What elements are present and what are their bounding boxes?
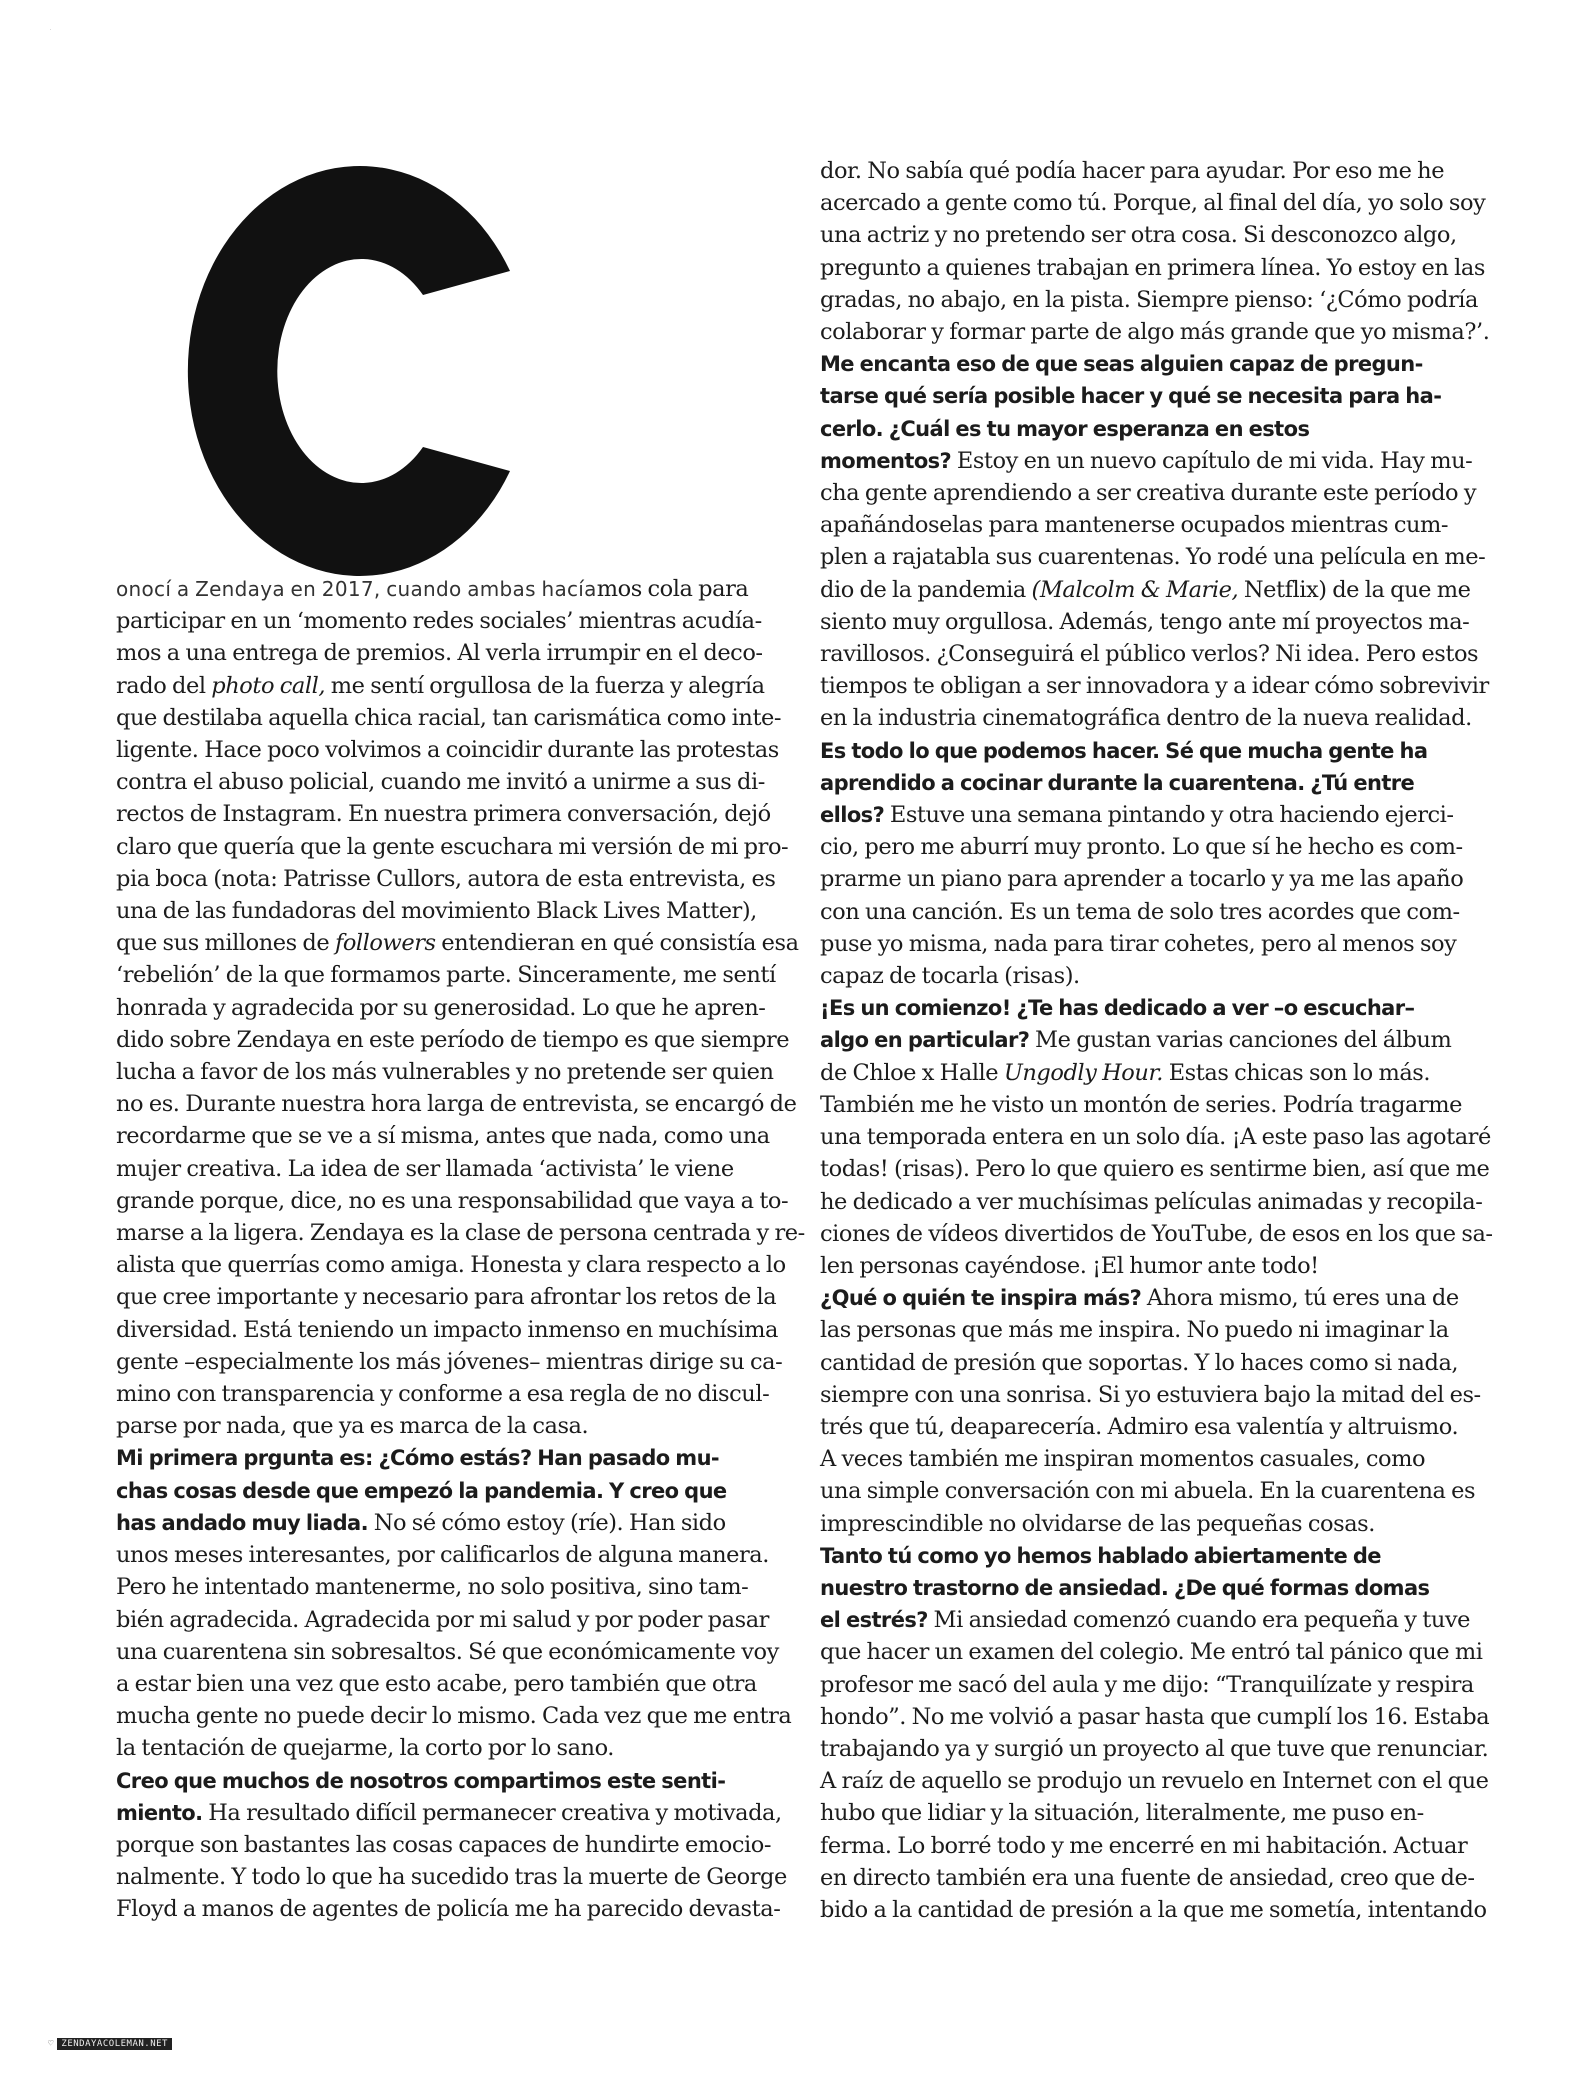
text-run: todas! (risas). Pero lo que quiero es sentirme bien, así que me: [820, 1156, 1490, 1183]
text-run: pia boca (nota: Patrisse Cullors, autora de esta entrevista, es: [116, 865, 776, 892]
text-line: [116, 1700, 792, 1732]
text-line: [116, 573, 749, 605]
watermark-text: ZENDAYACOLEMAN.NET: [57, 2038, 172, 2050]
text-run: tiempos te obligan a ser innovadora y a idear cómo sobrevivir: [820, 673, 1489, 700]
text-run: profesor me sacó del aula y me dijo: “Tranquilízate y respira: [820, 1671, 1474, 1698]
text-run: rado del: [116, 672, 212, 699]
text-run: ciones de vídeos divertidos de YouTube, de esos en los que sa-: [820, 1220, 1493, 1247]
text-run: con una canción. Es un tema de solo tres acordes que com-: [820, 898, 1460, 925]
text-run: bién agradecida. Agradecida por mi salud y por poder pasar: [116, 1606, 769, 1633]
interview-question: Es todo lo que podemos hacer. Sé que mucha gente ha: [820, 738, 1428, 763]
text-run: len personas cayéndose. ¡El humor ante todo!: [820, 1252, 1319, 1279]
text-run: mos cola para: [596, 576, 749, 602]
text-line: [820, 1024, 1452, 1056]
text-line: [820, 1347, 1459, 1379]
italic-title: (Malcolm & Marie,: [1031, 576, 1239, 603]
text-run: prarme un piano para aprender a tocarlo y ya me las apaño: [820, 866, 1464, 893]
text-line: [820, 896, 1460, 928]
text-run: siento muy orgullosa. Además, tengo ante mí proyectos ma-: [820, 608, 1470, 635]
text-line: [116, 831, 789, 863]
text-run: parse por nada, que ya es marca de la casa.: [116, 1413, 589, 1440]
text-line: [116, 1732, 736, 1764]
text-run: mos a una entrega de premios. Al verla irrumpir en el deco-: [116, 640, 763, 667]
text-line: [820, 509, 1449, 541]
text-line: [116, 927, 799, 959]
interview-question: Tanto tú como yo hemos hablado abiertamente de: [820, 1543, 1381, 1568]
text-line: [116, 1829, 771, 1861]
text-line: [116, 895, 757, 927]
text-line: [116, 1024, 790, 1056]
text-line: [116, 798, 771, 830]
text-run: A veces también me inspiran momentos casuales, como: [820, 1446, 1426, 1473]
text-run: que hacer un examen del colegio. Me entró tal pánico que mi: [820, 1639, 1483, 1666]
text-run: me sentí orgullosa de la fuerza y alegría: [325, 672, 765, 699]
text-run: contra el abuso policial, cuando me invitó a unirme a sus di-: [116, 769, 765, 796]
text-line: [116, 1314, 778, 1346]
interview-question: tarse qué sería posible hacer y qué se necesita para ha-: [820, 384, 1442, 409]
text-run: honrada y agradecida por su generosidad. Lo que he apren-: [116, 994, 766, 1021]
text-line: [116, 1765, 736, 1797]
text-line: [820, 1282, 1459, 1314]
text-run: colaborar y formar parte de algo más grande que yo misma?’.: [820, 319, 1490, 346]
text-run: la tentación de quejarme, la corto por lo sano.: [116, 1735, 614, 1762]
text-line: [116, 1668, 757, 1700]
text-run: capaz de tocarla (risas).: [820, 963, 1080, 990]
text-line: [820, 1797, 1445, 1829]
text-run: dor. No sabía qué podía hacer para ayudar. Por eso me he: [820, 158, 1445, 184]
text-run: grande porque, dice, no es una responsabilidad que vaya a to-: [116, 1187, 789, 1214]
interview-question: has andado muy liada.: [116, 1510, 369, 1535]
text-line: [116, 734, 779, 766]
text-line: [820, 960, 1445, 992]
interview-question: ¡Es un comienzo! ¿Te has dedicado a ver –o escuchar–: [820, 996, 1415, 1021]
interview-question: momentos?: [820, 448, 952, 473]
text-run: cantidad de presión que soportas. Y lo haces como si nada,: [820, 1349, 1459, 1376]
text-line: [820, 1443, 1445, 1475]
text-line: [820, 928, 1457, 960]
text-run: Ahora mismo, tú eres una de: [1141, 1285, 1459, 1312]
text-run: una de las fundadoras del movimiento Black Lives Matter),: [116, 898, 757, 925]
text-run: Pero he intentado mantenerme, no solo positiva, sino tam-: [116, 1574, 749, 1601]
text-run: en directo también era una fuente de ansiedad, creo que de-: [820, 1864, 1475, 1891]
text-line: [116, 1475, 736, 1507]
drop-cap-glyph: C: [50, 30, 51, 31]
interview-question: Me encanta eso de que seas alguien capaz de pregun-: [820, 352, 1423, 377]
text-run: hubo que lidiar y la situación, literalmente, me puso en-: [820, 1800, 1424, 1827]
interview-question: nuestro trastorno de ansiedad. ¿De qué formas domas: [820, 1575, 1430, 1600]
text-line: [820, 1604, 1470, 1636]
text-line: [820, 252, 1485, 284]
text-line: [820, 1186, 1483, 1218]
text-run: nalmente. Y todo lo que ha sucedido tras la muerte de George: [116, 1864, 787, 1891]
text-line: [116, 1507, 736, 1539]
text-line: [820, 219, 1457, 251]
text-run: que cree importante y necesario para afrontar los retos de la: [116, 1284, 777, 1311]
text-run: siempre con una sonrisa. Si yo estuviera bajo la mitad del es-: [820, 1381, 1481, 1408]
text-line: [116, 1346, 783, 1378]
text-run: que sus millones de: [116, 930, 335, 957]
text-run: plen a rajatabla sus cuarentenas. Yo rodé una película en me-: [820, 544, 1486, 571]
text-line: [820, 767, 1445, 799]
text-line: [820, 1411, 1459, 1443]
text-line: [116, 1604, 769, 1636]
text-line: [116, 1539, 769, 1571]
text-line: [820, 284, 1478, 316]
text-run: Estuve una semana pintando y otra haciendo ejerci-: [884, 802, 1454, 829]
text-run: no es. Durante nuestra hora larga de entrevista, se encargó de: [116, 1091, 797, 1118]
text-run: dio de la pandemia: [820, 576, 1032, 603]
text-line: [820, 413, 1445, 445]
text-line: [820, 1636, 1483, 1668]
heart-icon: ♡: [48, 2039, 54, 2049]
text-run: puse yo misma, nada para tirar cohetes, pero al menos soy: [820, 930, 1457, 957]
text-line: [116, 702, 782, 734]
text-line: [116, 1636, 779, 1668]
text-run: Floyd a manos de agentes de policía me ha parecido devasta-: [116, 1896, 781, 1923]
text-line: [820, 1669, 1474, 1701]
text-line: [820, 1250, 1445, 1282]
article-column-left: [116, 573, 805, 1926]
text-run: ligente. Hace poco volvimos a coincidir durante las protestas: [116, 737, 779, 764]
text-line: [820, 1153, 1490, 1185]
text-line: [820, 155, 1445, 187]
text-run: de Chloe x Halle: [820, 1059, 1004, 1086]
text-line: [820, 316, 1490, 348]
text-run: he dedicado a ver muchísimas películas animadas y recopila-: [820, 1188, 1483, 1215]
text-run: onocí a Zendaya en 2017, cuando ambas hacía: [116, 577, 597, 601]
text-line: [820, 1765, 1489, 1797]
text-line: [116, 992, 766, 1024]
interview-question: algo en particular?: [820, 1028, 1030, 1053]
text-run: cha gente aprendiendo a ser creativa durante este período y: [820, 480, 1477, 507]
text-line: [820, 1314, 1449, 1346]
interview-question: Creo que muchos de nosotros compartimos este senti-: [116, 1768, 726, 1793]
drop-cap-letter-c: [50, 30, 550, 590]
text-line: [116, 1442, 736, 1474]
text-line: [820, 799, 1454, 831]
text-run: trés que tú, deaparecería. Admiro esa valentía y altruismo.: [820, 1413, 1459, 1440]
text-line: [820, 992, 1445, 1024]
text-line: [116, 959, 776, 991]
text-run: bido a la cantidad de presión a la que me sometía, intentando: [820, 1896, 1487, 1923]
text-run: Estas chicas son lo más.: [1163, 1059, 1431, 1086]
interview-question: ¿Qué o quién te inspira más?: [820, 1286, 1142, 1311]
text-run: imprescindible no olvidarse de las pequeñas cosas.: [820, 1510, 1375, 1537]
text-line: [116, 637, 763, 669]
text-run: en la industria cinematográfica dentro de la nueva realidad.: [820, 705, 1472, 732]
text-line: [820, 445, 1473, 477]
text-run: Netflix) de la que me: [1238, 576, 1471, 603]
site-watermark: [48, 2038, 172, 2050]
text-line: [820, 1862, 1475, 1894]
text-line: [820, 1379, 1481, 1411]
text-line: [820, 863, 1464, 895]
text-line: [820, 1218, 1493, 1250]
text-line: [820, 606, 1470, 638]
text-run: marse a la ligera. Zendaya es la clase de persona centrada y re-: [116, 1220, 805, 1247]
text-run: Ha resultado difícil permanecer creativa y motivada,: [202, 1799, 782, 1826]
text-line: [116, 1249, 786, 1281]
text-run: apañándoselas para mantenerse ocupados mientras cum-: [820, 512, 1449, 539]
interview-question: Mi primera prgunta es: ¿Cómo estás? Han pasado mu-: [116, 1446, 720, 1471]
interview-question: el estrés?: [820, 1608, 928, 1633]
text-run: mucha gente no puede decir lo mismo. Cada vez que me entra: [116, 1703, 792, 1730]
text-run: las personas que más me inspira. No puedo ni imaginar la: [820, 1317, 1449, 1344]
text-run: Me gustan varias canciones del álbum: [1029, 1027, 1452, 1054]
text-run: una actriz y no pretendo ser otra cosa. Si desconozco algo,: [820, 222, 1457, 249]
text-run: a estar bien una vez que esto acabe, pero también que otra: [116, 1670, 757, 1697]
text-line: [116, 1217, 805, 1249]
text-run: A raíz de aquello se produjo un revuelo en Internet con el que: [820, 1768, 1489, 1795]
text-run: ferma. Lo borré todo y me encerré en mi habitación. Actuar: [820, 1832, 1468, 1859]
text-run: una simple conversación con mi abuela. En la cuarentena es: [820, 1478, 1476, 1505]
text-run: Estoy en un nuevo capítulo de mi vida. Hay mu-: [951, 447, 1473, 474]
article-column-right: [820, 155, 1493, 1926]
text-run: diversidad. Está teniendo un impacto inmenso en muchísima: [116, 1316, 778, 1343]
text-line: [116, 670, 765, 702]
text-line: [820, 1572, 1445, 1604]
text-line: [820, 702, 1472, 734]
text-line: [820, 735, 1445, 767]
text-run: unos meses interesantes, por calificarlos de alguna manera.: [116, 1542, 769, 1569]
text-line: [820, 638, 1479, 670]
text-line: [820, 380, 1445, 412]
text-run: una temporada entera en un solo día. ¡A este paso las agotaré: [820, 1124, 1491, 1151]
text-run: lucha a favor de los más vulnerables y no pretende ser quien: [116, 1059, 774, 1086]
text-line: [820, 1701, 1490, 1733]
text-run: trabajando ya y surgió un proyecto al que tuve que renunciar.: [820, 1735, 1489, 1762]
text-line: [820, 1540, 1445, 1572]
text-line: [820, 348, 1445, 380]
text-line: [116, 1571, 749, 1603]
text-run: Mi ansiedad comenzó cuando era pequeña y tuve: [927, 1607, 1470, 1634]
text-line: [820, 1057, 1445, 1089]
text-line: [116, 1378, 770, 1410]
text-line: [116, 1861, 787, 1893]
text-line: [116, 1410, 736, 1442]
text-line: [820, 541, 1486, 573]
italic-title: photo call,: [211, 672, 326, 699]
text-run: dido sobre Zendaya en este período de tiempo es que siempre: [116, 1026, 790, 1053]
text-run: ‘rebelión’ de la que formamos parte. Sinceramente, me sentí: [116, 962, 776, 989]
text-run: porque son bastantes las cosas capaces de hundirte emocio-: [116, 1831, 771, 1858]
text-line: [116, 1153, 736, 1185]
text-run: No sé cómo estoy (ríe). Han sido: [368, 1509, 726, 1536]
text-run: También me he visto un montón de series. Podría tragarme: [820, 1091, 1463, 1118]
text-line: [820, 670, 1489, 702]
text-line: [820, 1830, 1468, 1862]
text-line: [820, 831, 1463, 863]
text-run: ravillosos. ¿Conseguirá el público verlos? Ni idea. Pero estos: [820, 641, 1479, 668]
text-line: [116, 1088, 797, 1120]
text-line: [116, 1056, 774, 1088]
text-line: [116, 1797, 782, 1829]
text-run: rectos de Instagram. En nuestra primera conversación, dejó: [116, 801, 771, 828]
text-run: gradas, no abajo, en la pista. Siempre pienso: ‘¿Cómo podría: [820, 286, 1478, 313]
interview-question: aprendido a cocinar durante la cuarentena. ¿Tú entre: [820, 770, 1415, 795]
text-run: que destilaba aquella chica racial, tan carismática como inte-: [116, 704, 782, 731]
text-line: [116, 605, 762, 637]
text-line: [820, 1894, 1487, 1926]
text-line: [820, 1508, 1445, 1540]
text-line: [116, 863, 776, 895]
text-run: acercado a gente como tú. Porque, al final del día, yo solo soy: [820, 190, 1486, 217]
interview-question: ellos?: [820, 803, 885, 828]
text-line: [820, 574, 1471, 606]
italic-title: Ungodly Hour.: [1003, 1059, 1163, 1086]
text-line: [116, 1281, 777, 1313]
text-line: [820, 187, 1486, 219]
text-run: participar en un ‘momento redes sociales’ mientras acudía-: [116, 608, 762, 635]
text-run: entendieran en qué consistía esa: [435, 930, 799, 957]
text-run: mujer creativa. La idea de ser llamada ‘activista’ le viene: [116, 1155, 734, 1182]
text-line: [820, 1475, 1476, 1507]
text-run: gente –especialmente los más jóvenes– mientras dirige su ca-: [116, 1348, 783, 1375]
interview-question: cerlo. ¿Cuál es tu mayor esperanza en estos: [820, 416, 1310, 441]
text-run: cio, pero me aburrí muy pronto. Lo que sí he hecho es com-: [820, 834, 1463, 861]
interview-question: miento.: [116, 1800, 203, 1825]
text-run: pregunto a quienes trabajan en primera línea. Yo estoy en las: [820, 254, 1485, 281]
italic-title: followers: [334, 930, 436, 957]
text-line: [820, 1733, 1489, 1765]
text-line: [116, 1185, 789, 1217]
text-line: [820, 1121, 1491, 1153]
text-line: [820, 1089, 1463, 1121]
text-line: [116, 766, 765, 798]
text-line: [116, 1893, 781, 1925]
text-line: [820, 477, 1477, 509]
text-run: hondo”. No me volvió a pasar hasta que cumplí los 16. Estaba: [820, 1703, 1490, 1730]
text-run: alista que querrías como amiga. Honesta y clara respecto a lo: [116, 1252, 786, 1279]
text-run: claro que quería que la gente escuchara mi versión de mi pro-: [116, 833, 789, 860]
text-run: recordarme que se ve a sí misma, antes que nada, como una: [116, 1123, 770, 1150]
interview-question: chas cosas desde que empezó la pandemia. Y creo que: [116, 1478, 727, 1503]
text-line: [116, 1120, 770, 1152]
text-run: mino con transparencia y conforme a esa regla de no discul-: [116, 1381, 770, 1408]
text-run: una cuarentena sin sobresaltos. Sé que económicamente voy: [116, 1638, 779, 1665]
